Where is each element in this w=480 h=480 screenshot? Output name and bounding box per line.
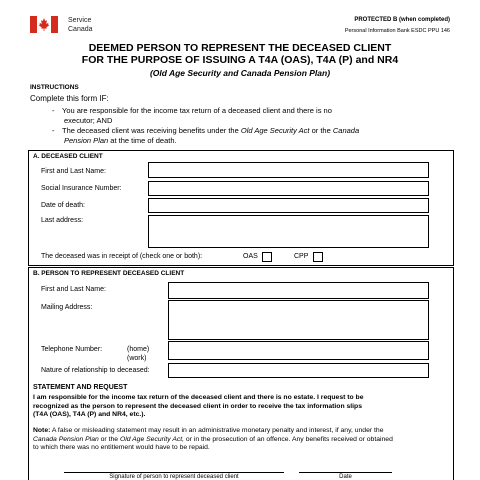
note-label: Note: [33, 427, 51, 434]
bullet-1-line-1: You are responsible for the income tax return of a deceased client and there is no [62, 106, 332, 115]
oas-checkbox[interactable] [262, 252, 272, 262]
section-b-representative [28, 267, 454, 480]
protected-label: PROTECTED B (when completed) [354, 17, 450, 23]
instructions-intro: Complete this form IF: [30, 94, 109, 103]
relationship-label: Nature of relationship to deceased: [41, 367, 150, 374]
note-cpp: Canada Pension Plan [33, 435, 99, 443]
department-name [68, 16, 93, 34]
form-title-line-1: DEEMED PERSON TO REPRESENT THE DECEASED CLIENT [88, 42, 392, 54]
statement-heading: STATEMENT AND REQUEST [33, 384, 128, 391]
instruction-bullet-1: - You are responsible for the income tax return of a deceased client and there is no executor; AND [52, 106, 412, 126]
canada-flag-logo [30, 16, 58, 33]
signature-line[interactable] [64, 472, 284, 473]
mailing-address-field[interactable] [168, 300, 429, 340]
cpp-checkbox[interactable] [313, 252, 323, 262]
section-a-deceased-client [28, 150, 454, 266]
telephone-field[interactable] [168, 341, 429, 360]
instructions-heading: INSTRUCTIONS [30, 84, 79, 91]
department-line-2: Canada [68, 26, 93, 33]
date-label: Date [339, 474, 352, 480]
bullet-2-text-c: or the [309, 126, 333, 135]
deceased-name-field[interactable] [148, 162, 429, 178]
deceased-name-label: First and Last Name: [41, 168, 106, 175]
date-line[interactable] [299, 472, 392, 473]
bullet-2-canada: Canada [332, 126, 360, 135]
date-of-death-field[interactable] [148, 198, 429, 213]
receipt-label: The deceased was in receipt of (check one or both): [41, 253, 203, 260]
telephone-label: Telephone Number: [41, 346, 103, 353]
note-line-1: A false or misleading statement may result in an administrative monetary penalty and interest, if any, under the [50, 427, 384, 434]
signature-label: Signature of person to represent deceased client [109, 474, 239, 480]
mailing-address-label: Mailing Address: [41, 304, 93, 311]
relationship-field[interactable] [168, 363, 429, 378]
bullet-2-oas-act: Old Age Security Act [240, 126, 310, 135]
statement-line-2: recognized as the person to represent the deceased client in order to receive the tax information slips [33, 402, 362, 410]
telephone-work-label: (work) [127, 355, 147, 362]
form-subtitle: (Old Age Security and Canada Pension Plan) [149, 68, 331, 78]
note-text [33, 427, 449, 453]
bullet-2-text-a: The deceased client was receiving benefits under the [62, 126, 241, 135]
section-a-heading: A. DECEASED CLIENT [33, 153, 103, 160]
statement-text [33, 394, 449, 420]
telephone-home-label: (home) [127, 346, 150, 353]
section-b-heading: B. PERSON TO REPRESENT DECEASED CLIENT [33, 270, 185, 277]
last-address-field[interactable] [148, 215, 429, 248]
instruction-bullet-2: - The deceased client was receiving benefits under the Old Age Security Act or the Canada Pension Plan at the time of death. [52, 126, 360, 145]
date-of-death-label: Date of death: [41, 202, 85, 209]
last-address-label: Last address: [41, 217, 84, 224]
oas-label: OAS [243, 253, 258, 260]
note-or: or the [98, 435, 120, 443]
bullet-2-pension-plan: Pension Plan [64, 136, 109, 145]
representative-name-field[interactable] [168, 282, 429, 299]
note-oas-act: Old Age Security Act, [119, 435, 185, 443]
deceased-sin-field[interactable] [148, 181, 429, 196]
form-title-line-2: FOR THE PURPOSE OF ISSUING A T4A (OAS), T4A (P) and NR4 [81, 54, 399, 66]
cpp-label: CPP [294, 253, 309, 260]
deceased-sin-label: Social Insurance Number: [41, 185, 122, 192]
note-line-3: to which there was no entitlement would have to be repaid. [33, 444, 210, 451]
department-line-1: Service [68, 17, 92, 24]
note-line-2-rest: or in the prosecution of an offence. Any benefits received or obtained [184, 435, 393, 443]
statement-line-3: (T4A (OAS), T4A (P) and NR4, etc.). [33, 411, 146, 418]
info-bank-label: Personal Information Bank ESDC PPU 146 [344, 28, 450, 34]
bullet-2-text-f: at the time of death. [108, 136, 177, 145]
statement-line-1: I am responsible for the income tax return of the deceased client and there is no estate. I request to be [33, 394, 364, 401]
representative-name-label: First and Last Name: [41, 286, 106, 293]
bullet-1-line-2: executor; AND [64, 116, 113, 125]
